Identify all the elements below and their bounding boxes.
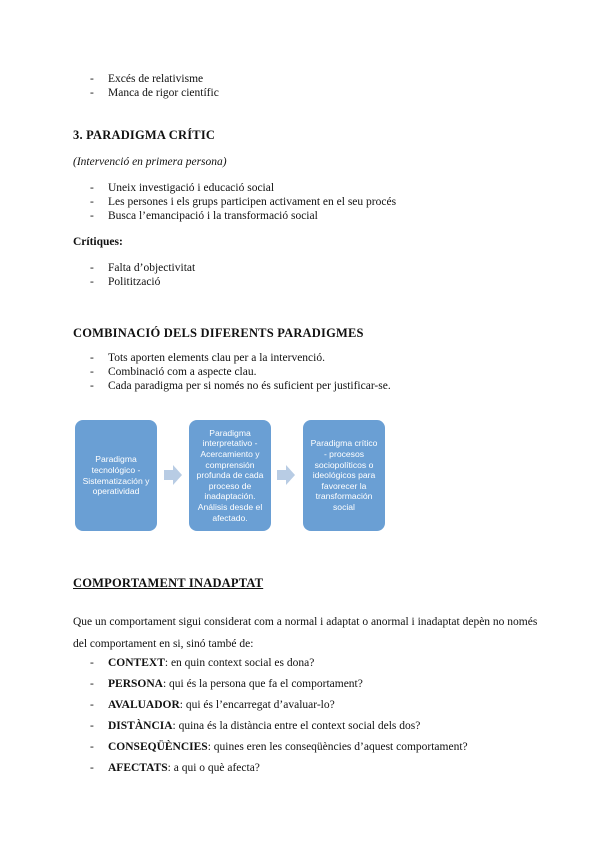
factor-term: DISTÀNCIA bbox=[108, 720, 173, 732]
factor-text: : quina és la distància entre el context social dels dos? bbox=[172, 720, 421, 732]
diagram-box-critico bbox=[303, 420, 385, 531]
list-item: - Combinació com a aspecte clau. bbox=[90, 365, 391, 379]
list-item bbox=[90, 758, 468, 779]
critiques-label: Crítiques: bbox=[73, 236, 123, 248]
list-item: - Manca de rigor científic bbox=[90, 86, 219, 100]
list-item bbox=[90, 653, 468, 674]
diagram-box-tecnologico bbox=[75, 420, 157, 531]
list-item: - Falta d’objectivitat bbox=[90, 261, 195, 275]
list-item bbox=[90, 737, 468, 758]
list-item: - Politització bbox=[90, 275, 195, 289]
comportament-intro: Que un comportament sigui considerat com a normal i adaptat o anormal i inadaptat depèn no només del comportament en si, sinó també de: bbox=[73, 616, 538, 650]
list-item: - Tots aporten elements clau per a la intervenció. bbox=[90, 351, 391, 365]
section-title-comportament: COMPORTAMENT INADAPTAT bbox=[73, 576, 264, 590]
factor-term: CONTEXT bbox=[108, 657, 165, 669]
list-item bbox=[90, 674, 468, 695]
factor-term: PERSONA bbox=[108, 678, 163, 690]
factor-term: CONSEQÜÈNCIES bbox=[108, 741, 208, 753]
list-item: - Excés de relativisme bbox=[90, 72, 219, 86]
diagram-box-text: Paradigma tecnológico - Sistematización y operatividad bbox=[82, 454, 150, 497]
factor-text: : en quin context social es dona? bbox=[164, 657, 315, 669]
factor-text: : qui és l’encarregat d’avaluar-lo? bbox=[179, 699, 335, 711]
arrow-right-icon bbox=[163, 465, 183, 485]
diagram-box-text: Paradigma interpretativo - Acercamiento y comprensión profunda de cada proceso de inadaptación. Análisis desde el afectado. bbox=[196, 427, 264, 523]
list-item: - Busca l’emancipació i la transformació social bbox=[90, 209, 396, 223]
factor-term: AVALUADOR bbox=[108, 699, 180, 711]
list-item bbox=[90, 695, 468, 716]
factor-term: AFECTATS bbox=[108, 762, 168, 774]
arrow-right-icon bbox=[276, 465, 296, 485]
factor-text: : quines eren les conseqüències d’aquest comportament? bbox=[207, 741, 468, 753]
paradigma-critic-list bbox=[90, 181, 396, 223]
list-item: - Les persones i els grups participen activament en el seu procés bbox=[90, 195, 396, 209]
combination-list bbox=[90, 351, 391, 393]
comportament-factors-list bbox=[90, 653, 468, 779]
list-item bbox=[90, 716, 468, 737]
factor-text: : qui és la persona que fa el comportament? bbox=[162, 678, 363, 690]
factor-text: : a qui o què afecta? bbox=[167, 762, 260, 774]
section-title-paradigma-critic: 3. PARADIGMA CRÍTIC bbox=[73, 128, 216, 142]
list-item: - Cada paradigma per si només no és suficient per justificar-se. bbox=[90, 379, 391, 393]
relativism-critique-list bbox=[90, 72, 219, 100]
section-title-combinacio: COMBINACIÓ DELS DIFERENTS PARADIGMES bbox=[73, 326, 364, 340]
diagram-box-text: Paradigma crítico - procesos sociopolíticos o ideológicos para favorecer la transformación social bbox=[310, 438, 378, 512]
list-item: - Uneix investigació i educació social bbox=[90, 181, 396, 195]
diagram-box-interpretativo bbox=[189, 420, 271, 531]
critiques-list bbox=[90, 261, 195, 289]
section-subtitle: (Intervenció en primera persona) bbox=[73, 156, 227, 168]
